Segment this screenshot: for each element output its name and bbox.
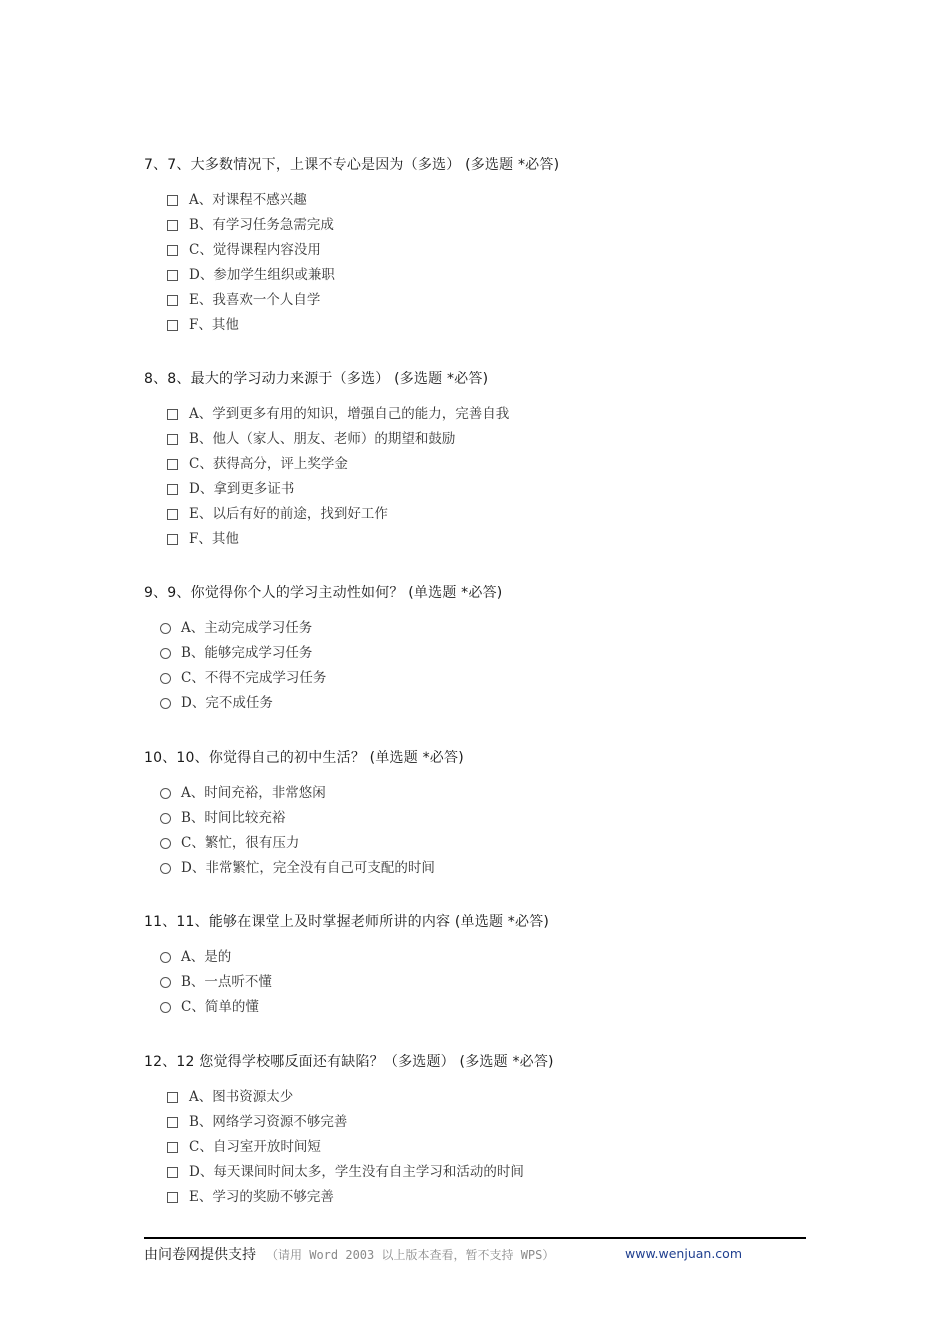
option-label: B、有学习任务急需完成 [189, 217, 334, 233]
option-list [144, 188, 844, 338]
option-label: C、繁忙，很有压力 [181, 835, 300, 851]
option-item[interactable] [144, 263, 844, 288]
question-title: 12、12 您觉得学校哪反面还有缺陷？（多选题） (多选题 *必答) [144, 1054, 554, 1070]
radio-icon[interactable] [160, 673, 171, 684]
option-list [144, 402, 844, 552]
checkbox-icon[interactable] [167, 409, 178, 420]
question-title: 8、8、最大的学习动力来源于（多选） (多选题 *必答) [144, 371, 489, 387]
option-item[interactable] [144, 452, 844, 477]
checkbox-icon[interactable] [167, 220, 178, 231]
option-label: B、一点听不懂 [181, 974, 272, 990]
option-item[interactable] [144, 238, 844, 263]
option-item[interactable] [144, 1085, 844, 1110]
option-label: D、完不成任务 [181, 695, 273, 711]
checkbox-icon[interactable] [167, 1167, 178, 1178]
checkbox-icon[interactable] [167, 509, 178, 520]
option-label: B、网络学习资源不够完善 [189, 1114, 348, 1130]
option-list [144, 616, 844, 716]
option-item[interactable] [144, 402, 844, 427]
option-item[interactable] [144, 502, 844, 527]
question-10 [144, 748, 844, 881]
footer-site-link[interactable]: www.wenjuan.com [625, 1246, 742, 1261]
checkbox-icon[interactable] [167, 270, 178, 281]
option-label: A、是的 [181, 949, 232, 965]
option-item[interactable] [144, 641, 844, 666]
option-label: E、学习的奖励不够完善 [189, 1189, 334, 1205]
option-item[interactable] [144, 616, 844, 641]
option-label: A、时间充裕，非常悠闲 [181, 785, 326, 801]
option-item[interactable] [144, 970, 844, 995]
option-label: A、主动完成学习任务 [181, 620, 313, 636]
option-label: D、参加学生组织或兼职 [189, 267, 335, 283]
option-label: C、觉得课程内容没用 [189, 242, 321, 258]
option-label: F、其他 [189, 317, 239, 333]
radio-icon[interactable] [160, 838, 171, 849]
option-item[interactable] [144, 666, 844, 691]
question-12 [144, 1052, 844, 1210]
checkbox-icon[interactable] [167, 1142, 178, 1153]
footer [144, 1243, 806, 1265]
checkbox-icon[interactable] [167, 1092, 178, 1103]
option-label: B、时间比较充裕 [181, 810, 286, 826]
option-list [144, 781, 844, 881]
option-list [144, 1085, 844, 1210]
option-item[interactable] [144, 213, 844, 238]
checkbox-icon[interactable] [167, 1117, 178, 1128]
option-label: D、拿到更多证书 [189, 481, 295, 497]
option-label: A、学到更多有用的知识，增强自己的能力，完善自我 [189, 406, 510, 422]
option-item[interactable] [144, 945, 844, 970]
option-label: C、自习室开放时间短 [189, 1139, 321, 1155]
option-label: C、简单的懂 [181, 999, 259, 1015]
option-label: C、不得不完成学习任务 [181, 670, 327, 686]
option-item[interactable] [144, 527, 844, 552]
option-item[interactable] [144, 1185, 844, 1210]
checkbox-icon[interactable] [167, 245, 178, 256]
option-item[interactable] [144, 691, 844, 716]
checkbox-icon[interactable] [167, 320, 178, 331]
option-item[interactable] [144, 1135, 844, 1160]
footer-brand: 由问卷网提供支持 [144, 1247, 256, 1263]
footer-divider [144, 1237, 806, 1239]
option-label: D、每天课间时间太多，学生没有自主学习和活动的时间 [189, 1164, 524, 1180]
checkbox-icon[interactable] [167, 195, 178, 206]
option-label: B、能够完成学习任务 [181, 645, 313, 661]
radio-icon[interactable] [160, 977, 171, 988]
option-item[interactable] [144, 313, 844, 338]
checkbox-icon[interactable] [167, 459, 178, 470]
footer-note: （请用 Word 2003 以上版本查看，暂不支持 WPS） [266, 1248, 555, 1262]
option-item[interactable] [144, 188, 844, 213]
option-item[interactable] [144, 806, 844, 831]
option-label: E、以后有好的前途，找到好工作 [189, 506, 388, 522]
radio-icon[interactable] [160, 863, 171, 874]
checkbox-icon[interactable] [167, 1192, 178, 1203]
question-title: 9、9、你觉得你个人的学习主动性如何？ (单选题 *必答) [144, 585, 503, 601]
option-item[interactable] [144, 427, 844, 452]
question-title: 11、11、能够在课堂上及时掌握老师所讲的内容 (单选题 *必答) [144, 914, 550, 930]
question-title: 7、7、大多数情况下，上课不专心是因为（多选） (多选题 *必答) [144, 157, 560, 173]
option-label: E、我喜欢一个人自学 [189, 292, 321, 308]
option-label: C、获得高分，评上奖学金 [189, 456, 348, 472]
question-title: 10、10、你觉得自己的初中生活？ (单选题 *必答) [144, 750, 464, 766]
option-label: A、对课程不感兴趣 [189, 192, 307, 208]
option-item[interactable] [144, 477, 844, 502]
option-item[interactable] [144, 288, 844, 313]
option-item[interactable] [144, 1110, 844, 1135]
option-label: A、图书资源太少 [189, 1089, 294, 1105]
checkbox-icon[interactable] [167, 484, 178, 495]
radio-icon[interactable] [160, 788, 171, 799]
checkbox-icon[interactable] [167, 534, 178, 545]
option-item[interactable] [144, 781, 844, 806]
checkbox-icon[interactable] [167, 295, 178, 306]
question-9 [144, 583, 844, 716]
option-label: B、他人（家人、朋友、老师）的期望和鼓励 [189, 431, 456, 447]
option-item[interactable] [144, 856, 844, 881]
option-list [144, 945, 844, 1020]
radio-icon[interactable] [160, 698, 171, 709]
radio-icon[interactable] [160, 813, 171, 824]
radio-icon[interactable] [160, 648, 171, 659]
radio-icon[interactable] [160, 952, 171, 963]
option-item[interactable] [144, 831, 844, 856]
option-label: D、非常繁忙，完全没有自己可支配的时间 [181, 860, 435, 876]
question-11 [144, 912, 844, 1020]
question-7 [144, 155, 844, 338]
option-item[interactable] [144, 995, 844, 1020]
radio-icon[interactable] [160, 623, 171, 634]
question-8 [144, 369, 844, 552]
option-label: F、其他 [189, 531, 239, 547]
checkbox-icon[interactable] [167, 434, 178, 445]
radio-icon[interactable] [160, 1002, 171, 1013]
option-item[interactable] [144, 1160, 844, 1185]
